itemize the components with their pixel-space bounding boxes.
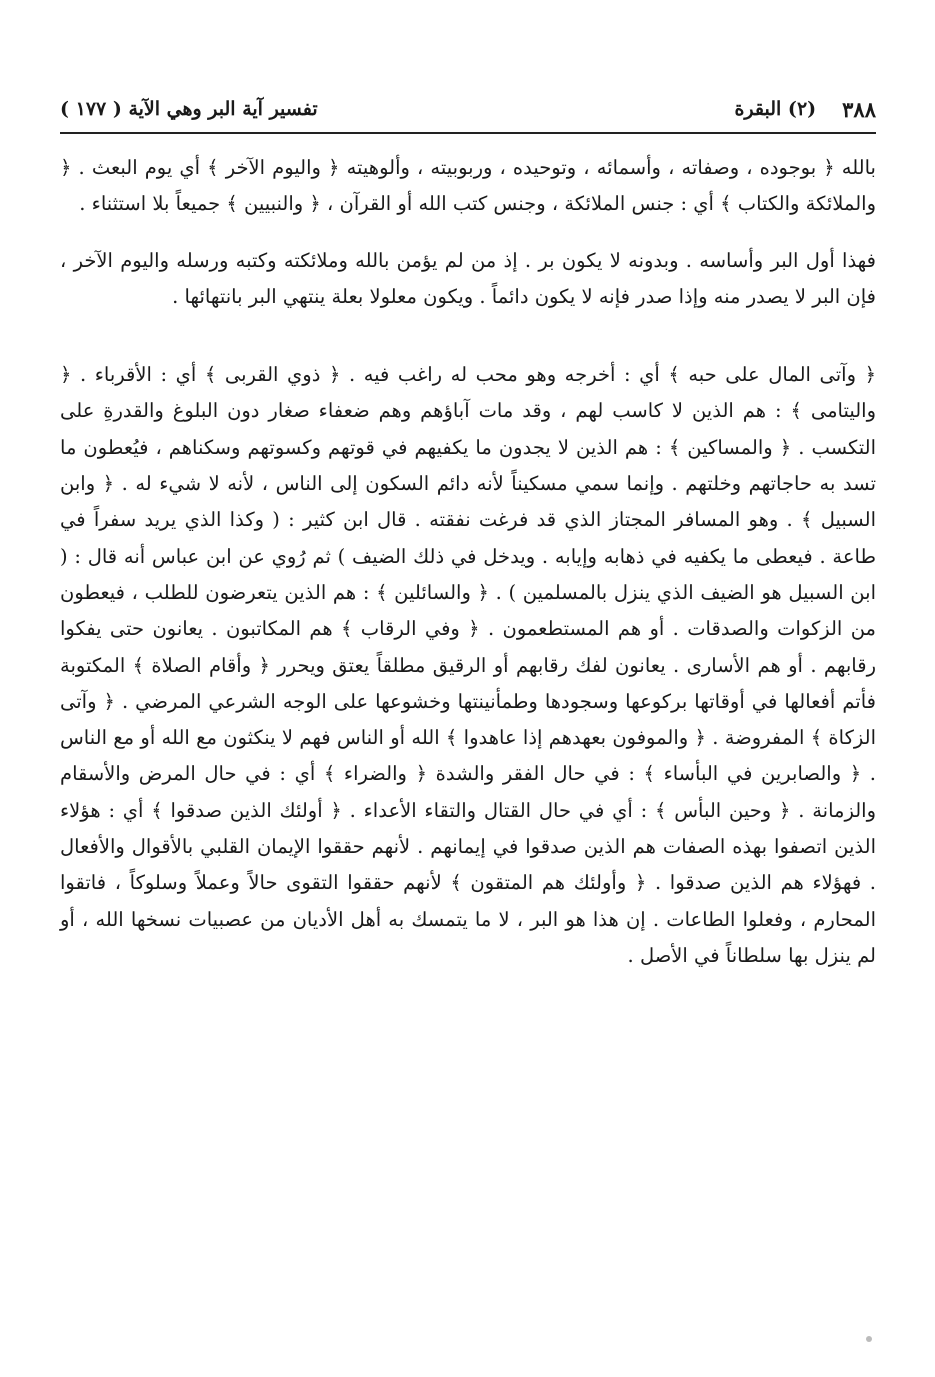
- section-title: تفسير آية البر وهي الآية ( ١٧٧ ): [60, 98, 318, 120]
- surah-label: (٢) البقرة: [734, 98, 817, 120]
- paragraph: فهذا أول البر وأساسه . وبدونه لا يكون بر . إذ من لم يؤمن بالله وملائكته وكتبه ورسله واليوم الآخر ، فإن البر لا يصدر منه وإذا صدر فإنه لا يكون دائماً . ويكون معلولا بعلة ينتهي البر بانتهائها .: [60, 248, 876, 308]
- body-text: [60, 150, 876, 974]
- paragraph: ﴿ وآتى المال على حبه ﴾ أي : أخرجه وهو محب له راغب فيه . ﴿ ذوي القربى ﴾ أي : الأقرباء . ﴿ واليتامى ﴾ : هم الذين لا كاسب لهم ، وقد مات آباؤهم وهم ضعفاء صغار دون البلوغ والقدرةِ على التكسب . ﴿ والمساكين ﴾ : هم الذين لا يجدون ما يكفيهم في قوتهم وكسوتهم وسكناهم ، فيُعطون ما تسد به حاجاتهم وخلتهم . وإنما سمي مسكيناً لأنه دائم السكون إلى الناس ، لأنه لا شيء له . ﴿ وابن السبيل ﴾ . وهو المسافر المجتاز الذي قد فرغت نفقته . قال ابن كثير : ( وكذا الذي يريد سفراً في طاعة . فيعطى ما يكفيه في ذهابه وإيابه . ويدخل في ذلك الضيف ) ثم رُوي عن ابن عباس أنه قال : ( ابن السبيل هو الضيف الذي ينزل بالمسلمين ) . ﴿ والسائلين ﴾ : هم الذين يتعرضون للطلب ، فيعطون من الزكوات والصدقات . أو هم المستطعمون . ﴿ وفي الرقاب ﴾ هم المكاتبون . يعانون حتى يفكوا رقابهم . أو هم الأسارى . يعانون لفك رقابهم أو الرقيق مطلقاً يعتق ويحرر ﴿ وأقام الصلاة ﴾ المكتوبة فأتم أفعالها في أوقاتها بركوعها وسجودها وطمأنينتها وخشوعها على الوجه الشرعي المرضي . ﴿ وآتى الزكاة ﴾ المفروضة . ﴿ والموفون بعهدهم إذا عاهدوا ﴾ الله أو الناس فهم لا ينكثون مع الله أو مع الناس . ﴿ والصابرين في البأساء ﴾ : في حال الفقر والشدة ﴿ والضراء ﴾ أي : في حال المرض والأسقام والزمانة . ﴿ وحين البأس ﴾ : أي في حال القتال والتقاء الأعداء . ﴿ أولئك الذين صدقوا ﴾ أي : هؤلاء الذين اتصفوا بهذه الصفات هم الذين صدقوا في إيمانهم . لأنهم حققوا الإيمان القلبي بالأقوال والأفعال . فهؤلاء هم الذين صدقوا . ﴿ وأولئك هم المتقون ﴾ لأنهم حققوا التقوى حالاً وعملاً وسلوكاً ، فاتقوا المحارم ، وفعلوا الطاعات . إن هذا هو البر ، لا ما يتمسك به أهل الأديان من عصبيات نسخها الله ، أو لم ينزل بها سلطاناً في الأصل .: [60, 363, 876, 967]
- header-divider: [60, 132, 876, 134]
- page-number: ٣٨٨: [842, 96, 876, 122]
- header-right-group: [734, 97, 876, 122]
- paragraph: بالله ﴿ بوجوده ، وصفاته ، وأسمائه ، وتوحيده ، وربوبيته ، وألوهيته ﴿ واليوم الآخر ﴾ أي يوم البعث . ﴿ والملائكة والكتاب ﴾ أي : جنس الملائكة ، وجنس كتب الله أو القرآن ، ﴿ والنبيين ﴾ جميعاً بلا استثناء .: [60, 156, 876, 216]
- running-header: [60, 92, 876, 126]
- scan-speck: [866, 1336, 872, 1342]
